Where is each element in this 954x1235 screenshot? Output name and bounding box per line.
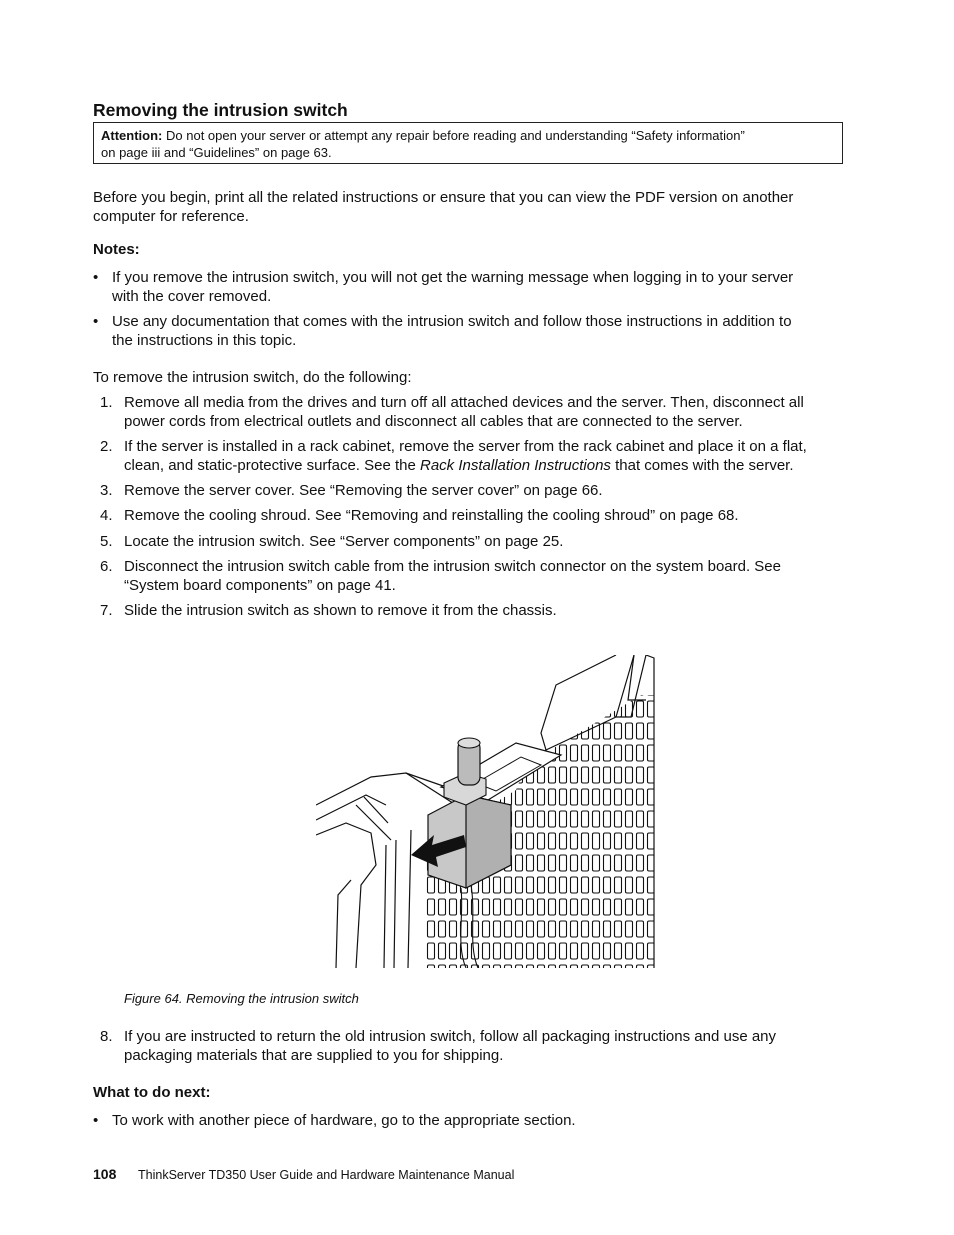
attention-box: [93, 122, 843, 164]
intro-line: Before you begin, print all the related instructions or ensure that you can view the PDF version on another: [93, 189, 794, 206]
bullet-icon: •: [93, 1112, 99, 1129]
figure-caption: Figure 64. Removing the intrusion switch: [124, 991, 359, 1006]
next-heading: What to do next:: [93, 1084, 211, 1101]
page-number: 108: [93, 1166, 117, 1182]
page-title: Removing the intrusion switch: [93, 100, 348, 120]
bullet-icon: •: [93, 269, 99, 286]
notes-heading: Notes:: [93, 241, 140, 258]
doc-title-ref: Rack Installation Instructions: [420, 457, 611, 474]
intrusion-switch-figure: [316, 655, 656, 968]
bullet-icon: •: [93, 313, 99, 330]
attention-text: Do not open your server or attempt any repair before reading and understanding “Safety information”: [166, 128, 745, 143]
footer-title: ThinkServer TD350 User Guide and Hardware Maintenance Manual: [138, 1168, 515, 1182]
attention-label: Attention:: [101, 128, 163, 143]
intro-paragraph: [93, 188, 853, 226]
attention-text-2: on page iii and “Guidelines” on page 63.: [101, 145, 332, 160]
intro-line: computer for reference.: [93, 208, 249, 225]
procedure-intro: To remove the intrusion switch, do the following:: [93, 369, 412, 386]
